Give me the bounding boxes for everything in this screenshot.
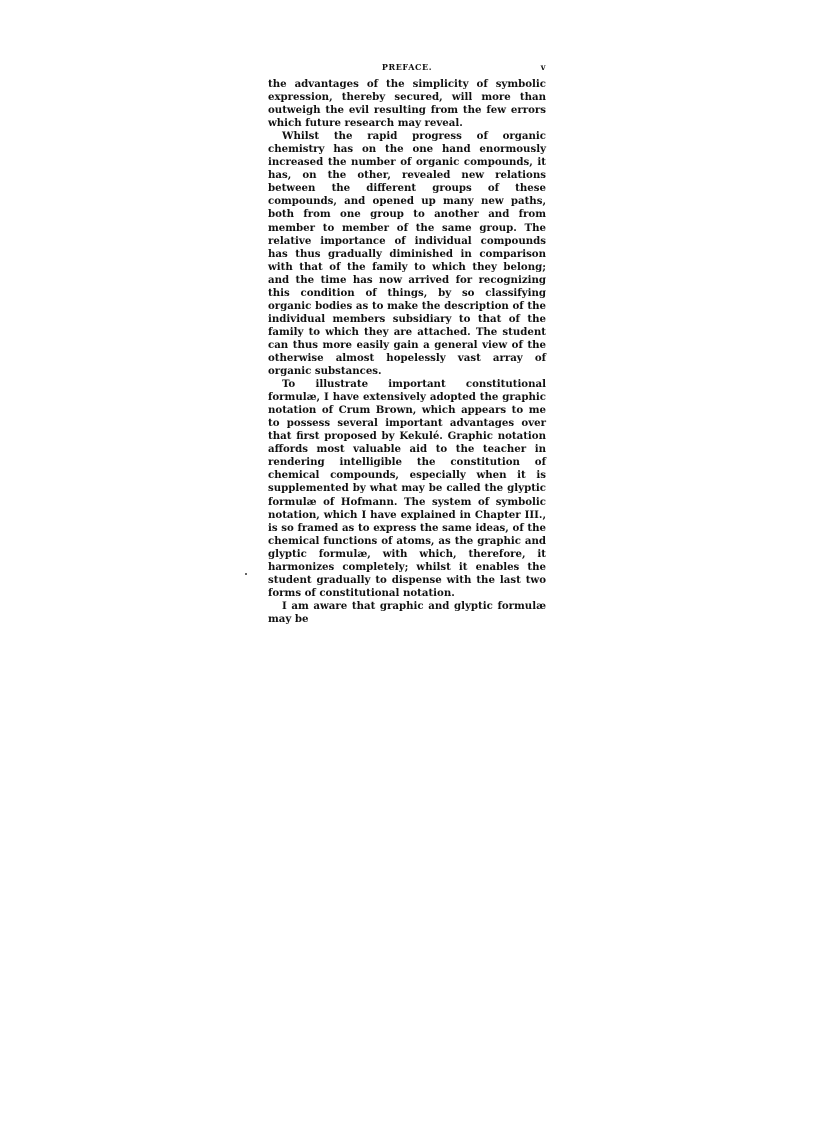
body-text [268, 78, 546, 626]
paragraph-constitutional-formulae: To illustrate important constitutional formulæ, I have extensively adopted the graphic notation of Crum Brown, which appears to me to possess several important advantages over that first proposed by Kekulé. Graphic notation affords most valuable aid to the teacher in rendering intelligible the constitution of chemical compounds, especially when it is supplemented by what may be called the glyptic formulæ of Hofmann. The system of symbolic notation, which I have explained in Chapter III., is so framed as to express the same ideas, of the chemical functions of atoms, as the graphic and glyptic formulæ, with which, therefore, it harmonizes completely; whilst it enables the student gradually to dispense with the last two forms of constitutional notation. [268, 378, 546, 599]
paragraph-organic-chemistry-progress: Whilst the rapid progress of organic chemistry has on the one hand enormously increased the number of organic compounds, it has, on the other, revealed new relations between the different groups of these compounds, and opened up many new paths, both from one group to another and from member to member of the same group. The relative importance of individual compounds has thus gradually diminished in comparison with that of the family to which they belong; and the time has now arrived for recognizing this condition of things, by so classifying organic bodies as to make the description of the individual members subsidiary to that of the family to which they are attached. The student can thus more easily gain a general view of the otherwise almost hopelessly vast array of organic substances. [268, 130, 546, 378]
page-header [268, 62, 546, 76]
book-page [268, 62, 546, 626]
paragraph-graphic-glyptic: I am aware that graphic and glyptic formulæ may be [268, 599, 546, 625]
paragraph-continuation: the advantages of the simplicity of symbolic expression, thereby secured, will more than outweigh the evil resulting from the few errors which future research may reveal. [268, 78, 546, 130]
page-number: v [540, 62, 546, 72]
running-title: PREFACE. [381, 62, 433, 72]
stray-ink-dot [245, 573, 247, 575]
